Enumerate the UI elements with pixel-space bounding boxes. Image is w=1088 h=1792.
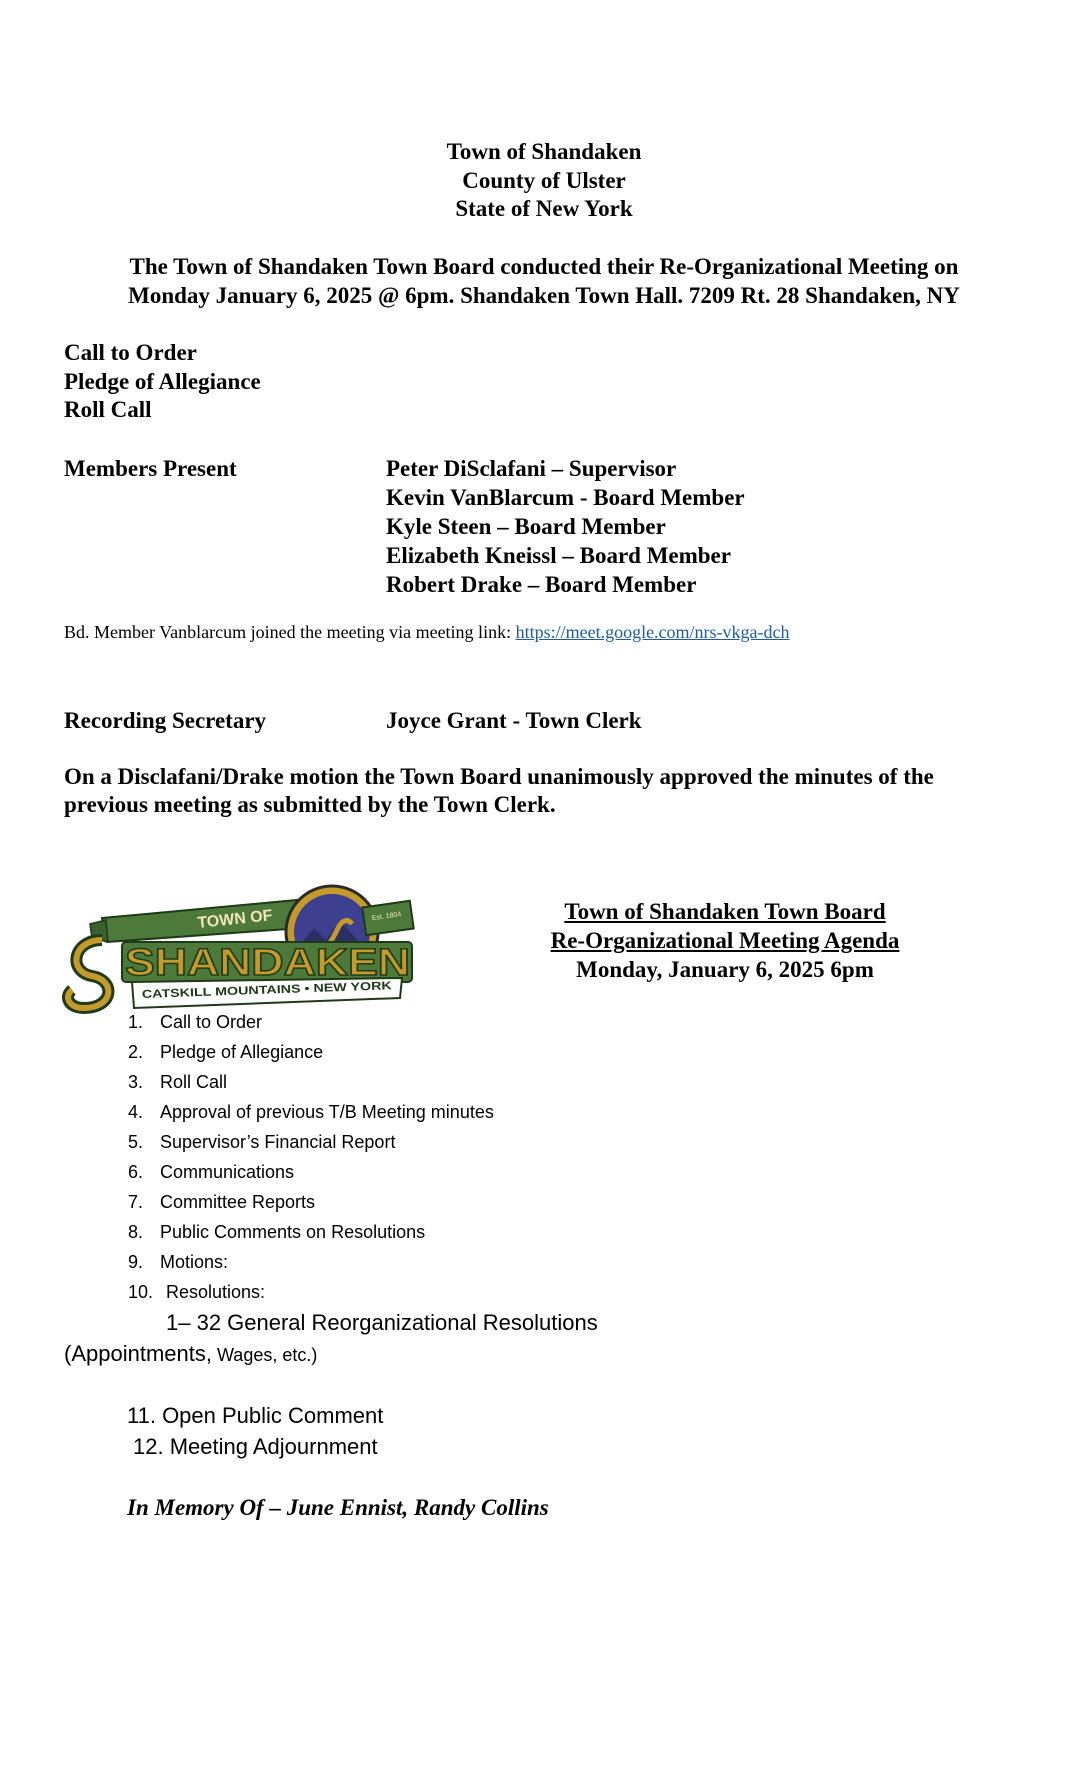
in-memory-of: In Memory Of – June Ennist, Randy Collins (127, 1495, 549, 1520)
member-vanblarcum: Kevin VanBlarcum - Board Member (386, 485, 745, 510)
agenda-item: 8. Public Comments on Resolutions (128, 1222, 426, 1242)
county-name: County of Ulster (462, 168, 626, 193)
logo-tagline-text: CATSKILL MOUNTAINS • NEW YORK (141, 981, 344, 1001)
recording-secretary-label: Recording Secretary (64, 708, 267, 733)
logo-est-text: Est. 1804 (371, 911, 402, 923)
agenda-item: 6. Communications (128, 1162, 295, 1182)
meeting-link[interactable]: https://meet.google.com/nrs-vkga-dch (515, 622, 790, 642)
agenda-title-line-1: Town of Shandaken Town Board (564, 899, 886, 924)
agenda-item-11: 11. Open Public Comment (127, 1403, 384, 1428)
member-kneissl: Elizabeth Kneissl – Board Member (386, 543, 731, 568)
agenda-item: 9. Motions: (128, 1252, 229, 1272)
agenda-item: 3. Roll Call (128, 1072, 228, 1092)
agenda-item: 10. Resolutions: (128, 1282, 266, 1302)
shandaken-logo (62, 880, 418, 1016)
resolutions-detail: 1– 32 General Reorganizational Resolutions (166, 1310, 598, 1335)
member-drake: Robert Drake – Board Member (386, 572, 697, 597)
remote-attendance-note (64, 620, 790, 644)
agenda-item-12: 12. Meeting Adjournment (133, 1434, 378, 1459)
intro-line-1: The Town of Shandaken Town Board conducted their Re-Organizational Meeting on (129, 254, 959, 279)
members-present-label: Members Present (64, 456, 237, 481)
logo-town-of-text: TOWN OF (196, 907, 274, 932)
member-supervisor: Peter DiSclafani – Supervisor (386, 456, 677, 481)
town-name: Town of Shandaken (446, 139, 642, 164)
recording-secretary-name: Joyce Grant - Town Clerk (386, 708, 642, 733)
agenda-title-line-2: Re-Organizational Meeting Agenda (550, 928, 900, 953)
opening-roll-call: Roll Call (64, 397, 152, 422)
agenda-item: 1. Call to Order (128, 1012, 263, 1032)
minutes-motion-line-2: previous meeting as submitted by the Town Clerk. (64, 792, 556, 817)
intro-line-2: Monday January 6, 2025 @ 6pm. Shandaken Town Hall. 7209 Rt. 28 Shandaken, NY (128, 283, 960, 308)
agenda-item: 7. Committee Reports (128, 1192, 316, 1212)
minutes-motion-line-1: On a Disclafani/Drake motion the Town Board unanimously approved the minutes of the (64, 764, 934, 789)
opening-pledge: Pledge of Allegiance (64, 369, 261, 394)
member-steen: Kyle Steen – Board Member (386, 514, 666, 539)
logo-name-text: SHANDAKEN (125, 942, 410, 984)
agenda-item: 4. Approval of previous T/B Meeting minutes (128, 1102, 494, 1122)
opening-call-to-order: Call to Order (64, 340, 197, 365)
state-name: State of New York (455, 196, 633, 221)
remote-attendance-text: Bd. Member Vanblarcum joined the meeting via meeting link: (64, 622, 516, 642)
agenda-title-line-3: Monday, January 6, 2025 6pm (576, 957, 874, 982)
agenda-item: 2. Pledge of Allegiance (128, 1042, 324, 1062)
appointments-note: (Appointments, Wages, etc.) (64, 1341, 318, 1366)
agenda-item: 5. Supervisor’s Financial Report (128, 1132, 396, 1152)
